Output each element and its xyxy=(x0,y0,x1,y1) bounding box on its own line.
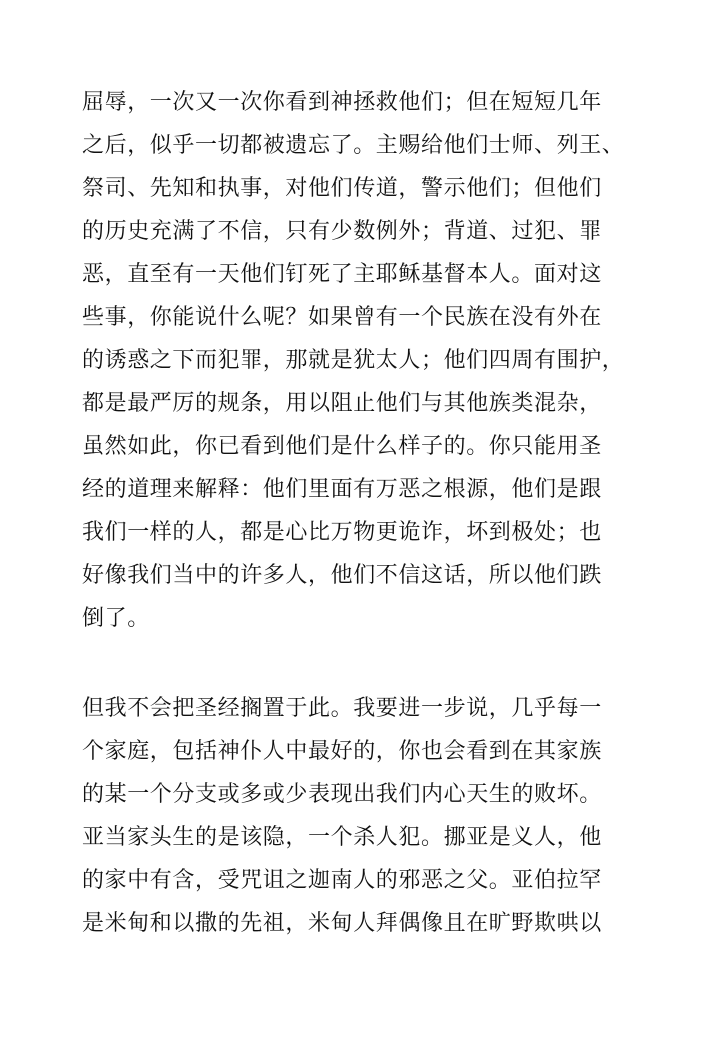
text-line: 经的道理来解释：他们里面有万恶之根源，他们是跟 xyxy=(82,477,602,502)
text-line: 好像我们当中的许多人，他们不信这话，所以他们跌 xyxy=(82,563,602,588)
text-line: 倒了。 xyxy=(82,606,150,631)
text-line: 之后，似乎一切都被遗忘了。主赐给他们士师、列王、 xyxy=(82,133,625,158)
text-line: 屈辱，一次又一次你看到神拯救他们；但在短短几年 xyxy=(82,90,602,115)
text-line: 亚当家头生的是该隐，一个杀人犯。挪亚是义人，他 xyxy=(82,825,602,850)
text-line: 祭司、先知和执事，对他们传道，警示他们；但他们 xyxy=(82,176,602,201)
text-line: 的诱惑之下而犯罪，那就是犹太人；他们四周有围护， xyxy=(82,348,625,373)
text-line: 但我不会把圣经搁置于此。我要进一步说，几乎每一 xyxy=(82,696,602,721)
text-line: 个家庭，包括神仆人中最好的，你也会看到在其家族 xyxy=(82,739,602,764)
text-line: 的家中有含，受咒诅之迦南人的邪恶之父。亚伯拉罕 xyxy=(82,868,602,893)
text-line: 虽然如此，你已看到他们是什么样子的。你只能用圣 xyxy=(82,434,602,459)
text-line: 的历史充满了不信，只有少数例外；背道、过犯、罪 xyxy=(82,219,602,244)
text-line: 是米甸和以撒的先祖，米甸人拜偶像且在旷野欺哄以 xyxy=(82,911,602,936)
text-line: 的某一个分支或多或少表现出我们内心天生的败坏。 xyxy=(82,782,602,807)
text-line: 都是最严厉的规条，用以阻止他们与其他族类混杂， xyxy=(82,391,602,416)
text-line: 些事，你能说什么呢？如果曾有一个民族在没有外在 xyxy=(82,305,602,330)
text-line: 恶，直至有一天他们钉死了主耶稣基督本人。面对这 xyxy=(82,262,602,287)
text-line: 我们一样的人，都是心比万物更诡诈，坏到极处；也 xyxy=(82,520,602,545)
